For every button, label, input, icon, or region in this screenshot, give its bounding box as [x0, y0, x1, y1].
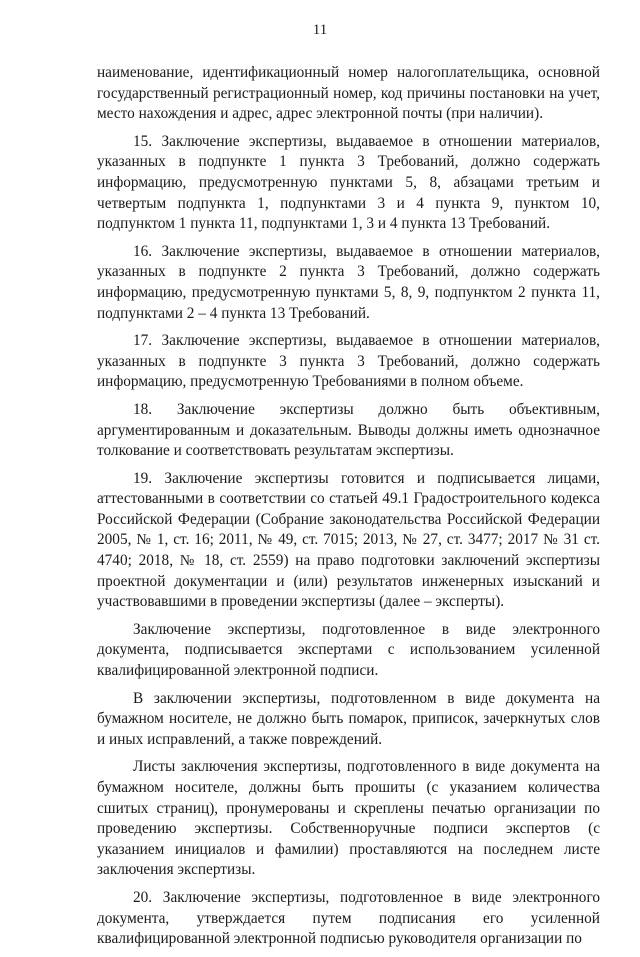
- document-body: [97, 63, 600, 957]
- page-number: 11: [312, 22, 328, 38]
- paragraph-paper-binding: Листы заключения экспертизы, подготовленного в виде документа на бумажном носителе, должны быть прошиты (с указанием количества сшитых страниц), пронумерованы и скреплены печатью организации по проведению экспертизы. Собственноручные подписи экспертов (с указанием инициалов и фамилии) проставляются на последнем листе заключения экспертизы.: [97, 758, 600, 879]
- paragraph-item-17: 17. Заключение экспертизы, выдаваемое в отношении материалов, указанных в подпункте 3 пункта 3 Требований, должно содержать информацию, предусмотренную Требованиями в полном объеме.: [97, 332, 600, 391]
- paragraph-continuation: наименование, идентификационный номер налогоплательщика, основной государственный регистрационный номер, код причины постановки на учет, место нахождения и адрес, адрес электронной почты (при наличии).: [97, 64, 600, 123]
- paragraph-item-18: 18. Заключение экспертизы должно быть объективным, аргументированным и доказательным. Выводы должны иметь однозначное толкование и соответствовать результатам экспертизы.: [97, 400, 600, 460]
- paragraph-item-20: 20. Заключение экспертизы, подготовленное в виде электронного документа, утверждается путем подписания его усиленной квалифицированной электронной подписью руководителя организации по: [97, 888, 600, 948]
- paragraph-electronic-signature: Заключение экспертизы, подготовленное в виде электронного документа, подписывается экспертами с использованием усиленной квалифицированной электронной подписи.: [97, 620, 600, 680]
- paragraph-item-19: 19. Заключение экспертизы готовится и подписывается лицами, аттестованными в соответствии со статьей 49.1 Градостроительного кодекса Российской Федерации (Собрание законодательства Российской Федерации 2005, № 1, ст. 16; 2011, № 49, ст. 7015; 2013, № 27, ст. 3477; 2017 № 31 ст. 4740; 2018, № 18, ст. 2559) на право подготовки заключений экспертизы проектной документации и (или) результатов инженерных изысканий и участвовавшими в проведении экспертизы (далее – эксперты).: [97, 469, 600, 611]
- paragraph-item-15: 15. Заключение экспертизы, выдаваемое в отношении материалов, указанных в подпункте 1 пункта 3 Требований, должно содержать информацию, предусмотренную пунктами 5, 8, абзацами третьим и четвертым подпункта 1, подпунктами 3 и 4 пункта 9, пунктом 10, подпунктом 1 пункта 11, подпунктами 1, 3 и 4 пункта 13 Требований.: [97, 132, 600, 233]
- paragraph-paper-corrections: В заключении экспертизы, подготовленном в виде документа на бумажном носителе, не должно быть помарок, приписок, зачеркнутых слов и иных исправлений, а также повреждений.: [97, 689, 600, 748]
- paragraph-item-16: 16. Заключение экспертизы, выдаваемое в отношении материалов, указанных в подпункте 2 пункта 3 Требований, должно содержать информацию, предусмотренную пунктами 5, 8, 9, подпунктом 2 пункта 11, подпунктами 2 – 4 пункта 13 Требований.: [97, 242, 600, 322]
